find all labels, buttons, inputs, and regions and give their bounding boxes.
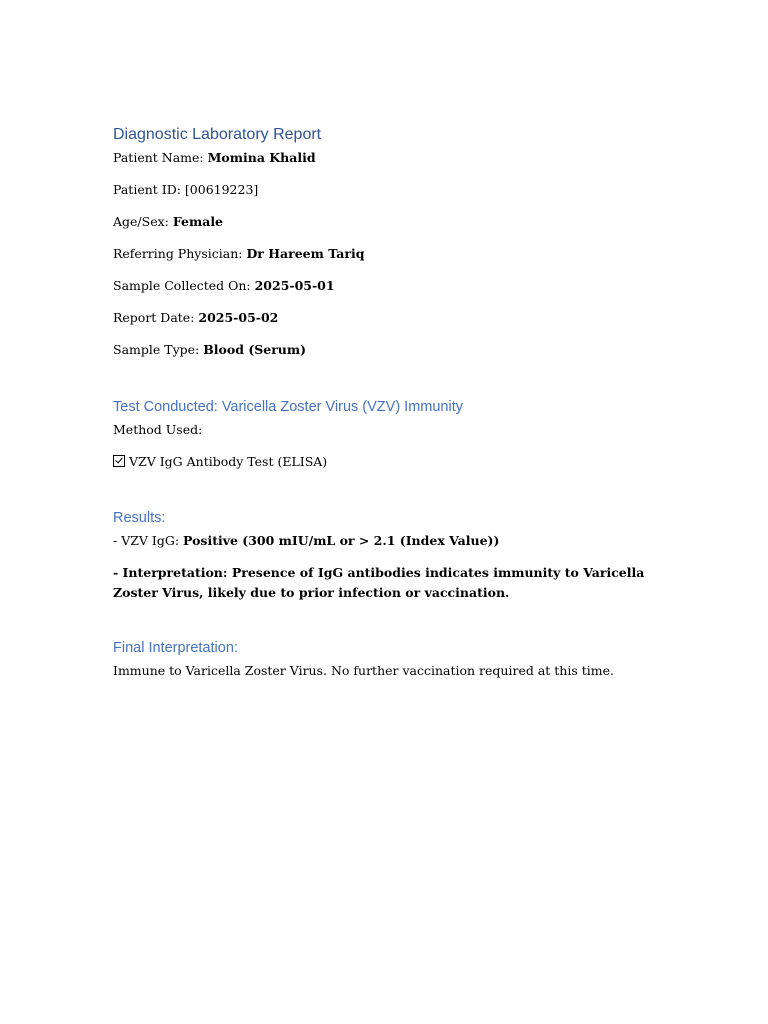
report-date-field (113, 310, 278, 326)
vzv-igg-result (113, 533, 499, 549)
sample-collected-value: 2025-05-01 (254, 278, 335, 293)
vzv-igg-value: Positive (300 mIU/mL or > 2.1 (Index Value)) (183, 533, 500, 548)
sample-type-value: Blood (Serum) (203, 342, 307, 357)
vzv-igg-label: - VZV IgG: (113, 533, 184, 548)
age-sex-field (113, 214, 223, 230)
age-sex-label: Age/Sex: (113, 214, 173, 229)
patient-name-label: Patient Name: (113, 150, 208, 165)
sample-collected-label: Sample Collected On: (113, 278, 255, 293)
patient-name-field (113, 150, 316, 166)
method-item-text: VZV IgG Antibody Test (ELISA) (129, 454, 328, 469)
checkbox-checked-icon (113, 455, 125, 467)
referring-physician-value: Dr Hareem Tariq (246, 246, 365, 261)
report-date-value: 2025-05-02 (198, 310, 279, 325)
age-sex-value: Female (172, 214, 224, 229)
final-interpretation-heading: Final Interpretation: (113, 640, 238, 656)
test-conducted-heading: Test Conducted: Varicella Zoster Virus (VZV) Immunity (113, 399, 463, 415)
method-item (113, 454, 327, 470)
sample-type-label: Sample Type: (113, 342, 204, 357)
sample-type-field (113, 342, 306, 358)
final-interpretation-text: Immune to Varicella Zoster Virus. No further vaccination required at this time. (113, 663, 614, 678)
results-heading: Results: (113, 510, 166, 526)
method-used-label: Method Used: (113, 422, 203, 437)
report-title: Diagnostic Laboratory Report (113, 126, 322, 143)
referring-physician-field (113, 246, 364, 262)
patient-name-value: Momina Khalid (207, 150, 316, 165)
patient-id-field: Patient ID: [00619223] (113, 182, 259, 197)
interpretation-text: - Interpretation: Presence of IgG antibodies indicates immunity to Varicella Zoster Virus, likely due to prior infection or vaccination. (113, 565, 645, 600)
sample-collected-field (113, 278, 335, 294)
report-date-label: Report Date: (113, 310, 199, 325)
referring-physician-label: Referring Physician: (113, 246, 247, 261)
